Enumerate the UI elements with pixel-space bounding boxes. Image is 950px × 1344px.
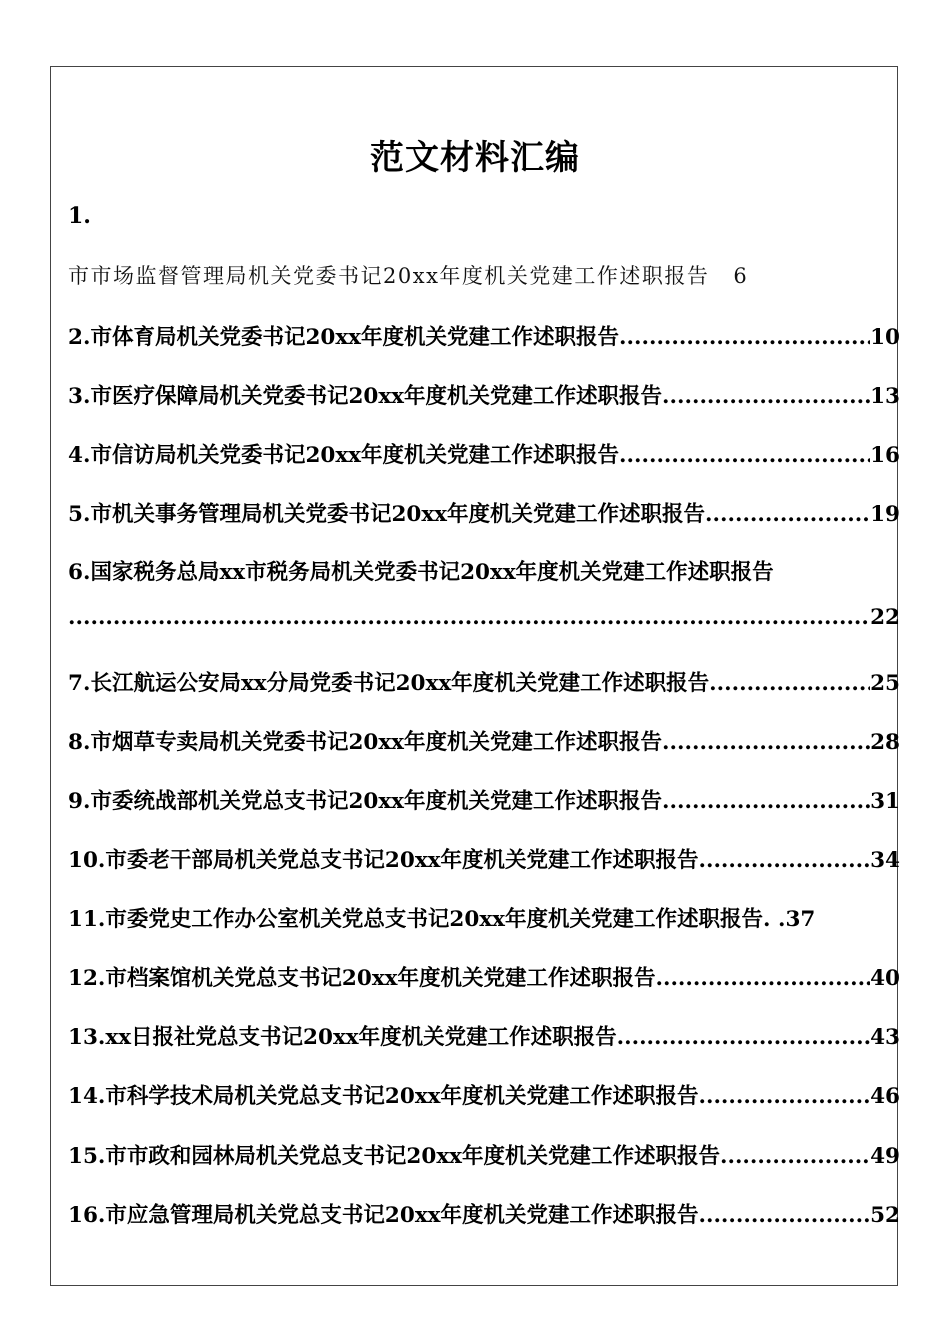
toc-entry-text: 15.市市政和园林局机关党总支书记20xx年度机关党建工作述职报告	[68, 1144, 720, 1169]
toc-entry-text: 10.市委老干部局机关党总支书记20xx年度机关党建工作述职报告	[68, 848, 699, 873]
toc-entry-text: 16.市应急管理局机关党总支书记20xx年度机关党建工作述职报告	[68, 1203, 699, 1228]
toc-entry-12[interactable]	[68, 961, 900, 992]
toc-entry-6-text[interactable]: 6.国家税务总局xx市税务局机关党委书记20xx年度机关党建工作述职报告	[68, 560, 774, 585]
dot-leader	[655, 966, 870, 991]
toc-entry-4[interactable]	[68, 438, 900, 469]
toc-entry-page: 28	[870, 730, 900, 755]
dot-leader	[617, 1025, 870, 1050]
dot-leader	[763, 907, 785, 932]
dot-leader	[709, 671, 870, 696]
dot-leader	[720, 1144, 870, 1169]
dot-leader	[619, 325, 870, 350]
toc-entry-page: 10	[870, 325, 900, 350]
dot-leader	[698, 1203, 870, 1228]
toc-entry-text: 12.市档案馆机关党总支书记20xx年度机关党建工作述职报告	[68, 966, 656, 991]
toc-entry-page: 46	[870, 1084, 900, 1109]
toc-entry-5[interactable]	[68, 497, 900, 528]
toc-entry-page: 22	[870, 605, 900, 630]
toc-entry-page: 49	[870, 1144, 900, 1169]
toc-entry-page: 40	[870, 966, 900, 991]
toc-entry-text: 11.市委党史工作办公室机关党总支书记20xx年度机关党建工作述职报告	[68, 907, 763, 932]
toc-entry-9[interactable]	[68, 784, 900, 815]
dot-leader	[68, 605, 870, 630]
toc-entry-text: 9.市委统战部机关党总支书记20xx年度机关党建工作述职报告	[68, 789, 663, 814]
toc-entry-1[interactable]	[68, 260, 748, 290]
toc-entry-text: 4.市信访局机关党委书记20xx年度机关党建工作述职报告	[68, 443, 620, 468]
toc-entry-1-number: 1.	[68, 203, 91, 229]
toc-entry-page: 25	[870, 671, 900, 696]
dot-leader	[698, 1084, 870, 1109]
toc-entry-text: 13.xx日报社党总支书记20xx年度机关党建工作述职报告	[68, 1025, 617, 1050]
toc-entry-text: 7.长江航运公安局xx分局党委书记20xx年度机关党建工作述职报告	[68, 671, 710, 696]
toc-entry-text: 5.市机关事务管理局机关党委书记20xx年度机关党建工作述职报告	[68, 502, 706, 527]
dot-leader	[662, 789, 870, 814]
toc-entry-text: 8.市烟草专卖局机关党委书记20xx年度机关党建工作述职报告	[68, 730, 663, 755]
toc-entry-3[interactable]	[68, 379, 900, 410]
toc-entry-8[interactable]	[68, 725, 900, 756]
dot-leader	[619, 443, 870, 468]
dot-leader	[698, 848, 870, 873]
dot-leader	[705, 502, 870, 527]
toc-entry-7[interactable]	[68, 666, 900, 697]
toc-entry-1-page: 6	[733, 264, 749, 288]
toc-entry-6-leader-line[interactable]	[68, 605, 900, 630]
toc-entry-text: 2.市体育局机关党委书记20xx年度机关党建工作述职报告	[68, 325, 620, 350]
toc-entry-text: 14.市科学技术局机关党总支书记20xx年度机关党建工作述职报告	[68, 1084, 699, 1109]
dot-leader	[662, 384, 870, 409]
toc-entry-10[interactable]	[68, 843, 900, 874]
toc-entry-page: 31	[870, 789, 900, 814]
toc-entry-page: 19	[870, 502, 900, 527]
toc-entry-page: 34	[870, 848, 900, 873]
toc-entry-page: 52	[870, 1203, 900, 1228]
toc-entry-11[interactable]	[68, 902, 913, 933]
toc-entry-page: 16	[870, 443, 900, 468]
dot-leader	[662, 730, 870, 755]
toc-entry-13[interactable]	[68, 1020, 900, 1051]
toc-entry-text: 3.市医疗保障局机关党委书记20xx年度机关党建工作述职报告	[68, 384, 663, 409]
toc-entry-1-text: 市市场监督管理局机关党委书记20xx年度机关党建工作述职报告	[68, 264, 710, 288]
toc-entry-page: 13	[870, 384, 900, 409]
toc-entry-page: 37	[785, 907, 816, 932]
toc-entry-16[interactable]	[68, 1198, 900, 1229]
toc-entry-page: 43	[870, 1025, 900, 1050]
toc-entry-2[interactable]	[68, 320, 900, 351]
toc-entry-14[interactable]	[68, 1079, 900, 1110]
document-title: 范文材料汇编	[370, 138, 580, 178]
toc-entry-15[interactable]	[68, 1139, 900, 1170]
